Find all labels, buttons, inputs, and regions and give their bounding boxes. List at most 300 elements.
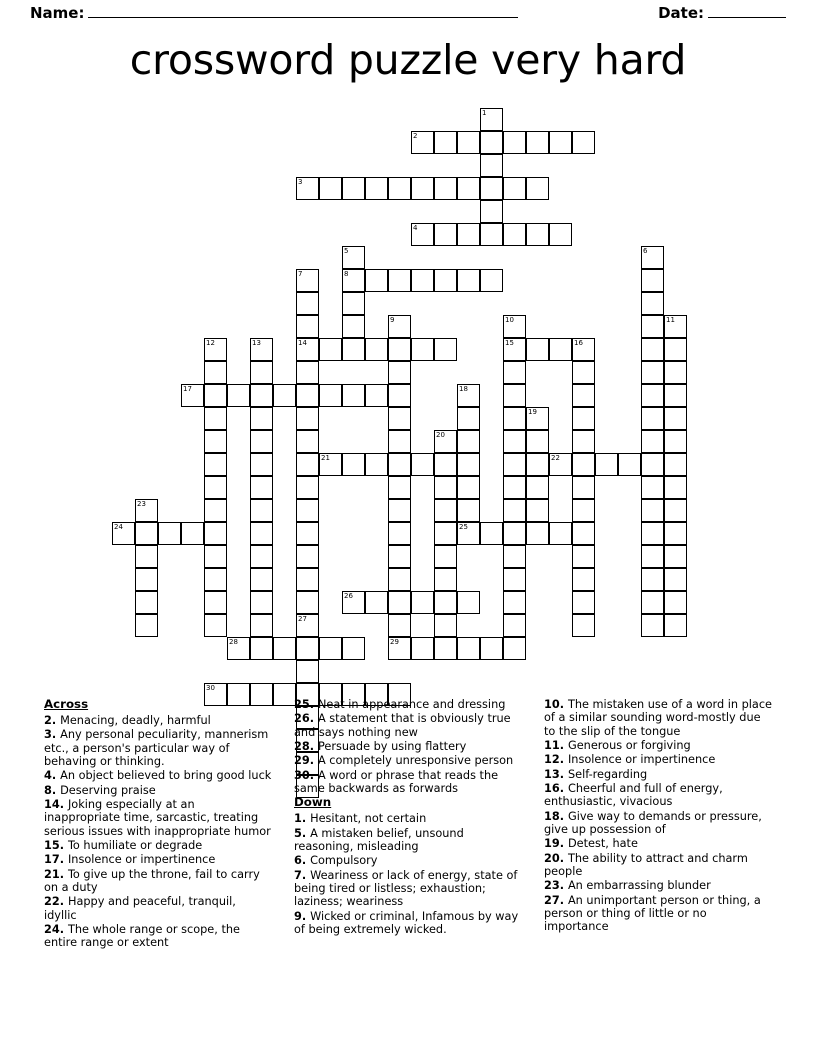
grid-cell[interactable] [503,545,526,568]
grid-cell[interactable] [342,315,365,338]
grid-cell[interactable] [641,522,664,545]
grid-cell[interactable] [526,338,549,361]
grid-cell[interactable] [664,591,687,614]
grid-cell[interactable] [480,200,503,223]
grid-cell[interactable] [204,407,227,430]
cell-number: 28 [229,638,238,646]
grid-cell[interactable] [296,591,319,614]
grid-cell[interactable] [641,591,664,614]
grid-cell[interactable] [503,614,526,637]
grid-cell[interactable] [296,338,319,361]
grid-cell[interactable] [434,177,457,200]
grid-cell[interactable] [641,499,664,522]
clue-number: 29. [294,754,318,768]
clue-item [44,923,272,950]
grid-cell[interactable] [388,522,411,545]
grid-cell[interactable] [250,338,273,361]
grid-cell[interactable] [411,591,434,614]
grid-cell[interactable] [296,660,319,683]
grid-cell[interactable] [664,384,687,407]
grid-cell[interactable] [296,545,319,568]
grid-cell[interactable] [365,591,388,614]
grid-cell[interactable] [526,499,549,522]
clue-number: 16. [544,781,568,795]
grid-cell[interactable] [526,453,549,476]
clue-text: Any personal peculiarity, mannerism etc., a person's particular way of behaving or thinking. [44,728,269,768]
grid-cell[interactable] [204,430,227,453]
grid-cell[interactable] [434,131,457,154]
grid-cell[interactable] [526,430,549,453]
grid-cell[interactable] [388,430,411,453]
clue-number: 26. [294,712,318,726]
grid-cell[interactable] [411,338,434,361]
grid-cell[interactable] [388,568,411,591]
grid-cell[interactable] [595,453,618,476]
grid-cell[interactable] [664,361,687,384]
down-heading: Down [294,795,332,810]
grid-cell[interactable] [342,338,365,361]
grid-cell[interactable] [296,522,319,545]
clue-number: 22. [44,895,68,909]
grid-cell[interactable] [342,637,365,660]
clue-text: The whole range or scope, the entire range or extent [44,922,240,950]
clue-number: 6. [294,854,311,868]
clue-item [294,754,522,767]
grid-cell[interactable] [641,430,664,453]
grid-cell[interactable] [342,591,365,614]
grid-cell[interactable] [250,453,273,476]
grid-cell[interactable] [135,591,158,614]
clue-number: 18. [544,809,568,823]
grid-cell[interactable] [411,223,434,246]
grid-cell[interactable] [296,453,319,476]
grid-cell[interactable] [411,453,434,476]
clue-item [294,827,522,854]
name-write-line[interactable] [88,17,518,18]
grid-cell[interactable] [434,568,457,591]
grid-cell[interactable] [434,591,457,614]
clue-number: 11. [544,738,568,752]
cell-number: 24 [114,523,123,531]
grid-cell[interactable] [480,131,503,154]
grid-cell[interactable] [296,430,319,453]
grid-cell[interactable] [480,522,503,545]
clue-number: 12. [544,753,568,767]
grid-cell[interactable] [411,637,434,660]
grid-cell[interactable] [664,476,687,499]
grid-cell[interactable] [204,453,227,476]
grid-cell[interactable] [342,292,365,315]
clue-text: To give up the throne, fail to carry on a duty [44,867,260,894]
clue-item [294,740,522,753]
grid-cell[interactable] [664,407,687,430]
grid-cell[interactable] [388,453,411,476]
cell-number: 16 [574,339,583,347]
grid-cell[interactable] [365,338,388,361]
grid-cell[interactable] [434,453,457,476]
clue-item [44,784,272,797]
cell-number: 14 [298,339,307,347]
grid-cell[interactable] [319,177,342,200]
grid-cell[interactable] [457,637,480,660]
grid-cell[interactable] [388,315,411,338]
date-label: Date: [658,4,704,22]
grid-cell[interactable] [250,430,273,453]
grid-cell[interactable] [204,499,227,522]
clue-number: 2. [44,713,61,727]
grid-cell[interactable] [457,384,480,407]
clue-number: 20. [544,851,568,865]
grid-cell[interactable] [549,223,572,246]
grid-cell[interactable] [526,223,549,246]
grid-cell[interactable] [641,453,664,476]
clue-item [44,839,272,852]
grid-cell[interactable] [296,269,319,292]
clue-item [544,810,772,837]
grid-cell[interactable] [204,591,227,614]
grid-cell[interactable] [112,522,135,545]
clue-text: Cheerful and full of energy, enthusiastic, vivacious [544,781,723,809]
grid-cell[interactable] [296,407,319,430]
clue-item [544,739,772,752]
clue-number: 17. [44,853,68,867]
clue-text: A statement that is obviously true and says nothing new [294,712,511,739]
grid-cell[interactable] [664,545,687,568]
grid-cell[interactable] [503,522,526,545]
cell-number: 6 [643,247,648,255]
grid-cell[interactable] [549,522,572,545]
clue-text: Weariness or lack of energy, state of being tired or listless; exhaustion; laziness; weariness [294,868,518,909]
grid-cell[interactable] [457,430,480,453]
grid-cell[interactable] [388,637,411,660]
grid-cell[interactable] [641,361,664,384]
clue-text: The mistaken use of a word in place of a similar sounding word-mostly due to the slip of the tongue [544,698,772,738]
clue-item [294,712,522,739]
grid-cell[interactable] [641,545,664,568]
grid-cell[interactable] [503,338,526,361]
grid-cell[interactable] [572,453,595,476]
grid-cell[interactable] [480,154,503,177]
grid-cell[interactable] [434,499,457,522]
grid-cell[interactable] [388,545,411,568]
grid-cell[interactable] [296,568,319,591]
grid-cell[interactable] [204,384,227,407]
grid-cell[interactable] [434,430,457,453]
grid-cell[interactable] [641,315,664,338]
grid-cell[interactable] [388,476,411,499]
grid-cell[interactable] [572,338,595,361]
grid-cell[interactable] [434,614,457,637]
grid-cell[interactable] [641,568,664,591]
cell-number: 27 [298,615,307,623]
cell-number: 8 [344,270,349,278]
grid-cell[interactable] [296,361,319,384]
grid-cell[interactable] [227,637,250,660]
grid-cell[interactable] [572,384,595,407]
grid-cell[interactable] [641,338,664,361]
grid-cell[interactable] [273,384,296,407]
grid-cell[interactable] [411,269,434,292]
grid-cell[interactable] [388,384,411,407]
grid-cell[interactable] [250,591,273,614]
grid-cell[interactable] [296,177,319,200]
clue-text: Joking especially at an inappropriate time, sarcastic, treating serious issues with inappropriate humor [44,797,271,838]
grid-cell[interactable] [204,545,227,568]
clue-item [44,798,272,838]
clue-item [294,910,522,937]
cell-number: 7 [298,270,303,278]
grid-cell[interactable] [480,637,503,660]
clue-text: Insolence or impertinence [567,753,716,767]
grid-cell[interactable] [365,177,388,200]
grid-cell[interactable] [250,361,273,384]
grid-cell[interactable] [250,522,273,545]
grid-cell[interactable] [135,568,158,591]
grid-cell[interactable] [641,614,664,637]
grid-cell[interactable] [296,315,319,338]
grid-cell[interactable] [135,545,158,568]
grid-cell[interactable] [457,177,480,200]
grid-cell[interactable] [388,614,411,637]
grid-cell[interactable] [434,522,457,545]
grid-cell[interactable] [457,499,480,522]
clue-item [544,879,772,892]
clue-text: Compulsory [310,854,378,868]
grid-cell[interactable] [365,453,388,476]
grid-cell[interactable] [319,338,342,361]
grid-cell[interactable] [296,637,319,660]
grid-cell[interactable] [503,637,526,660]
grid-cell[interactable] [480,108,503,131]
grid-cell[interactable] [434,338,457,361]
grid-cell[interactable] [457,269,480,292]
cell-number: 19 [528,408,537,416]
grid-cell[interactable] [549,131,572,154]
grid-cell[interactable] [319,453,342,476]
grid-cell[interactable] [388,269,411,292]
grid-cell[interactable] [572,499,595,522]
grid-cell[interactable] [181,384,204,407]
grid-cell[interactable] [204,361,227,384]
cell-number: 5 [344,247,349,255]
grid-cell[interactable] [411,131,434,154]
clue-item [544,698,772,738]
clue-text: Persuade by using flattery [317,739,467,753]
grid-cell[interactable] [457,476,480,499]
grid-cell[interactable] [572,476,595,499]
grid-cell[interactable] [434,269,457,292]
grid-cell[interactable] [457,591,480,614]
clue-text: Generous or forgiving [567,738,691,752]
clue-number: 8. [44,783,61,797]
grid-cell[interactable] [388,499,411,522]
grid-cell[interactable] [641,269,664,292]
grid-cell[interactable] [503,384,526,407]
clue-text: Detest, hate [567,837,638,851]
grid-cell[interactable] [526,131,549,154]
grid-cell[interactable] [618,453,641,476]
grid-cell[interactable] [135,522,158,545]
clue-text: The ability to attract and charm people [544,851,748,878]
grid-cell[interactable] [503,131,526,154]
grid-cell[interactable] [204,614,227,637]
grid-cell[interactable] [365,384,388,407]
grid-cell[interactable] [549,338,572,361]
cell-number: 10 [505,316,514,324]
clue-number: 10. [544,698,568,711]
grid-cell[interactable] [503,223,526,246]
grid-cell[interactable] [664,522,687,545]
grid-cell[interactable] [664,453,687,476]
clue-text: A mistaken belief, unsound reasoning, misleading [294,826,464,853]
grid-cell[interactable] [572,568,595,591]
grid-cell[interactable] [250,499,273,522]
grid-cell[interactable] [457,522,480,545]
clue-text: Give way to demands or pressure, give up possession of [544,809,762,836]
grid-cell[interactable] [549,453,572,476]
clue-number: 23. [544,879,568,893]
grid-cell[interactable] [572,614,595,637]
grid-cell[interactable] [273,637,296,660]
grid-cell[interactable] [319,384,342,407]
grid-cell[interactable] [572,591,595,614]
clue-number: 19. [544,837,568,851]
grid-cell[interactable] [342,246,365,269]
grid-cell[interactable] [388,338,411,361]
grid-cell[interactable] [503,177,526,200]
grid-cell[interactable] [503,407,526,430]
grid-cell[interactable] [457,407,480,430]
grid-cell[interactable] [480,177,503,200]
grid-cell[interactable] [526,476,549,499]
clue-text: An object believed to bring good luck [60,769,272,783]
grid-cell[interactable] [388,407,411,430]
grid-cell[interactable] [572,131,595,154]
grid-cell[interactable] [319,637,342,660]
grid-cell[interactable] [664,568,687,591]
grid-cell[interactable] [572,522,595,545]
grid-cell[interactable] [296,292,319,315]
grid-cell[interactable] [365,269,388,292]
grid-cell[interactable] [664,430,687,453]
grid-cell[interactable] [526,177,549,200]
grid-cell[interactable] [388,177,411,200]
grid-cell[interactable] [227,384,250,407]
grid-cell[interactable] [204,522,227,545]
grid-cell[interactable] [664,338,687,361]
grid-cell[interactable] [204,476,227,499]
date-write-line[interactable] [708,17,786,18]
grid-cell[interactable] [480,223,503,246]
grid-cell[interactable] [135,499,158,522]
grid-cell[interactable] [503,361,526,384]
clue-text: Wicked or criminal, Infamous by way of being extremely wicked. [294,909,519,936]
grid-cell[interactable] [503,568,526,591]
grid-cell[interactable] [480,269,503,292]
cell-number: 30 [206,684,215,692]
grid-cell[interactable] [434,223,457,246]
grid-cell[interactable] [135,614,158,637]
cell-number: 25 [459,523,468,531]
grid-cell[interactable] [572,430,595,453]
grid-cell[interactable] [250,476,273,499]
grid-cell[interactable] [457,131,480,154]
grid-cell[interactable] [526,407,549,430]
grid-cell[interactable] [434,545,457,568]
grid-cell[interactable] [250,614,273,637]
grid-cell[interactable] [664,315,687,338]
grid-cell[interactable] [503,499,526,522]
grid-cell[interactable] [457,453,480,476]
grid-cell[interactable] [296,499,319,522]
grid-cell[interactable] [204,338,227,361]
grid-cell[interactable] [296,384,319,407]
grid-cell[interactable] [250,568,273,591]
grid-cell[interactable] [388,591,411,614]
grid-cell[interactable] [296,614,319,637]
grid-cell[interactable] [664,614,687,637]
clue-number: 13. [544,767,568,781]
grid-cell[interactable] [434,637,457,660]
grid-cell[interactable] [641,384,664,407]
grid-cell[interactable] [503,476,526,499]
clue-item [44,714,272,727]
grid-cell[interactable] [457,223,480,246]
grid-cell[interactable] [572,407,595,430]
grid-cell[interactable] [158,522,181,545]
clue-item [294,698,522,711]
grid-cell[interactable] [342,384,365,407]
name-field [30,4,518,22]
grid-cell[interactable] [204,568,227,591]
crossword-grid[interactable] [0,108,816,692]
clue-item [44,769,272,782]
grid-cell[interactable] [641,292,664,315]
grid-cell[interactable] [503,315,526,338]
grid-cell[interactable] [250,407,273,430]
clue-number: 4. [44,769,61,783]
grid-cell[interactable] [572,361,595,384]
clue-item [544,837,772,850]
grid-cell[interactable] [572,545,595,568]
grid-cell[interactable] [342,453,365,476]
grid-cell[interactable] [503,591,526,614]
grid-cell[interactable] [526,522,549,545]
grid-cell[interactable] [388,361,411,384]
grid-cell[interactable] [342,269,365,292]
grid-cell[interactable] [181,522,204,545]
grid-cell[interactable] [250,384,273,407]
grid-cell[interactable] [250,545,273,568]
clue-number: 14. [44,797,68,811]
grid-cell[interactable] [503,453,526,476]
grid-cell[interactable] [250,637,273,660]
grid-cell[interactable] [296,476,319,499]
cell-number: 4 [413,224,418,232]
cell-number: 11 [666,316,675,324]
grid-cell[interactable] [411,177,434,200]
clue-item [44,895,272,922]
grid-cell[interactable] [641,407,664,430]
grid-cell[interactable] [503,430,526,453]
clue-text: An unimportant person or thing, a person or thing of little or no importance [544,893,761,934]
grid-cell[interactable] [342,177,365,200]
grid-cell[interactable] [664,499,687,522]
grid-cell[interactable] [641,246,664,269]
cell-number: 20 [436,431,445,439]
grid-cell[interactable] [434,476,457,499]
grid-cell[interactable] [641,476,664,499]
